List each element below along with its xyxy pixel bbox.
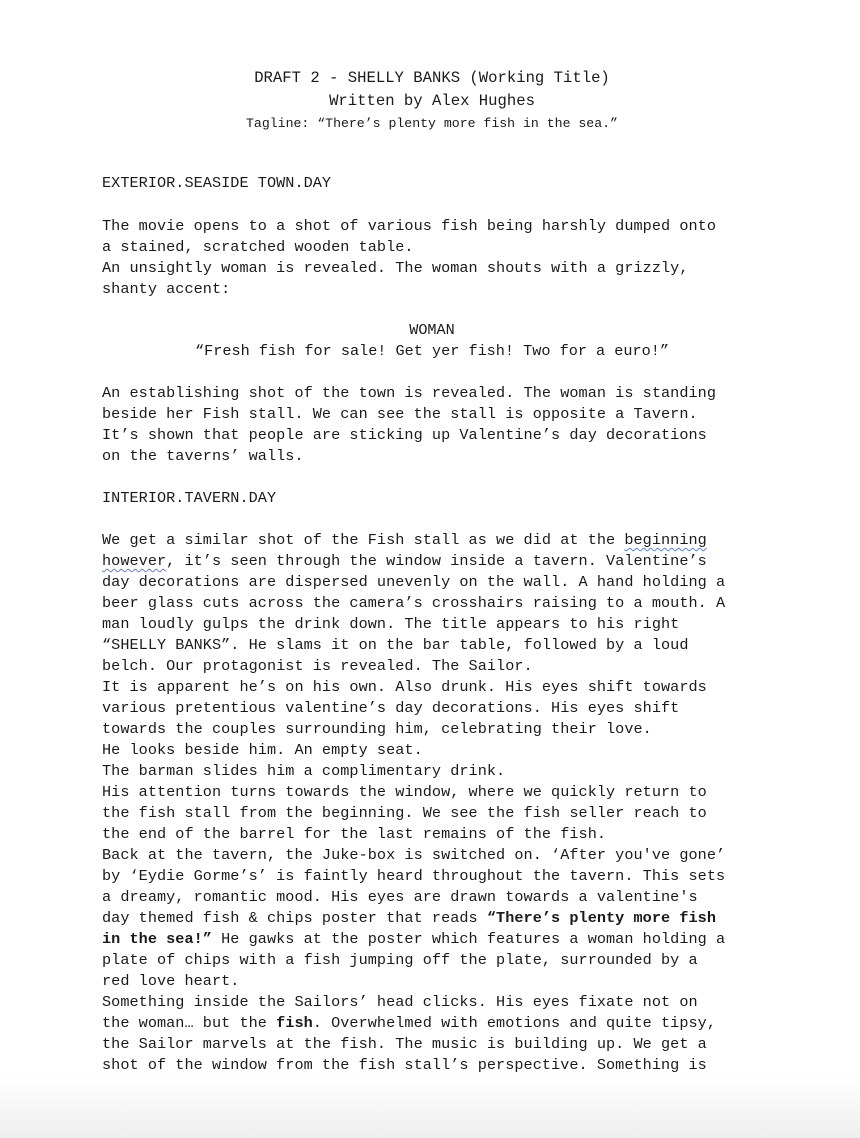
page-bottom-shadow [0, 1076, 860, 1138]
action-line: The movie opens to a shot of various fish being harshly dumped onto [102, 217, 716, 235]
bold-word: fish [276, 1014, 313, 1032]
text-run: We get a similar shot of the Fish stall as we did at the [102, 531, 625, 549]
action-line: It’s shown that people are sticking up Valentine’s day decorations [102, 426, 707, 444]
spellcheck-word[interactable]: beginning [624, 531, 707, 549]
text-run: . Overwhelmed with emotions and quite tipsy, [312, 1014, 716, 1032]
action-line [102, 1013, 716, 1034]
bold-quote: in the sea!” [102, 930, 212, 948]
action-line: the fish stall from the beginning. We see the fish seller reach to [102, 804, 707, 822]
scene-heading-interior: INTERIOR.TAVERN.DAY [102, 489, 277, 507]
action-line: Something inside the Sailors’ head clicks. His eyes fixate not on [102, 993, 698, 1011]
action-line: a dreamy, romantic mood. His eyes are drawn towards a valentine's [102, 888, 698, 906]
action-line: by ‘Eydie Gorme’s’ is faintly heard throughout the tavern. This sets [102, 867, 726, 885]
action-line: various pretentious valentine’s day decorations. His eyes shift [102, 699, 680, 717]
bold-quote: “There’s plenty more fish [486, 909, 716, 927]
action-line: beer glass cuts across the camera’s crosshairs raising to a mouth. A [102, 594, 726, 612]
text-run: day themed fish & chips poster that reads [102, 909, 487, 927]
action-line: plate of chips with a fish jumping off the plate, surrounded by a [102, 951, 698, 969]
character-name: WOMAN [409, 321, 455, 339]
action-line: towards the couples surrounding him, celebrating their love. [102, 720, 652, 738]
action-line: An unsightly woman is revealed. The woman shouts with a grizzly, [102, 259, 689, 277]
scene-heading-exterior: EXTERIOR.SEASIDE TOWN.DAY [102, 174, 332, 192]
action-line: Back at the tavern, the Juke-box is switched on. ‘After you've gone’ [102, 846, 726, 864]
action-line [102, 551, 707, 572]
action-line: The barman slides him a complimentary drink. [102, 762, 506, 780]
script-author: Written by Alex Hughes [329, 92, 535, 110]
action-line: shanty accent: [102, 280, 231, 298]
action-line [102, 908, 716, 929]
action-line: beside her Fish stall. We can see the stall is opposite a Tavern. [102, 405, 698, 423]
action-line: It is apparent he’s on his own. Also drunk. His eyes shift towards [102, 678, 707, 696]
action-line: An establishing shot of the town is revealed. The woman is standing [102, 384, 716, 402]
action-line: day decorations are dispersed unevenly on the wall. A hand holding a [102, 573, 726, 591]
dialogue-line: “Fresh fish for sale! Get yer fish! Two for a euro!” [195, 342, 669, 360]
text-run: the woman… but the [102, 1014, 277, 1032]
action-line: the Sailor marvels at the fish. The music is building up. We get a [102, 1035, 707, 1053]
action-line: on the taverns’ walls. [102, 447, 304, 465]
action-line: man loudly gulps the drink down. The title appears to his right [102, 615, 680, 633]
action-line: His attention turns towards the window, where we quickly return to [102, 783, 707, 801]
spellcheck-word[interactable]: however [102, 552, 167, 570]
script-tagline: Tagline: “There’s plenty more fish in the sea.” [246, 116, 618, 131]
text-run: , it’s seen through the window inside a tavern. Valentine’s [166, 552, 707, 570]
action-line [102, 530, 707, 551]
action-line: belch. Our protagonist is revealed. The Sailor. [102, 657, 533, 675]
action-line: a stained, scratched wooden table. [102, 238, 414, 256]
action-line: shot of the window from the fish stall’s perspective. Something is [102, 1056, 707, 1074]
action-line [102, 929, 725, 950]
action-line: the end of the barrel for the last remains of the fish. [102, 825, 607, 843]
action-line: red love heart. [102, 972, 240, 990]
text-run: He gawks at the poster which features a woman holding a [211, 930, 726, 948]
action-line: He looks beside him. An empty seat. [102, 741, 423, 759]
action-line: “SHELLY BANKS”. He slams it on the bar table, followed by a loud [102, 636, 689, 654]
script-title: DRAFT 2 - SHELLY BANKS (Working Title) [254, 69, 610, 87]
